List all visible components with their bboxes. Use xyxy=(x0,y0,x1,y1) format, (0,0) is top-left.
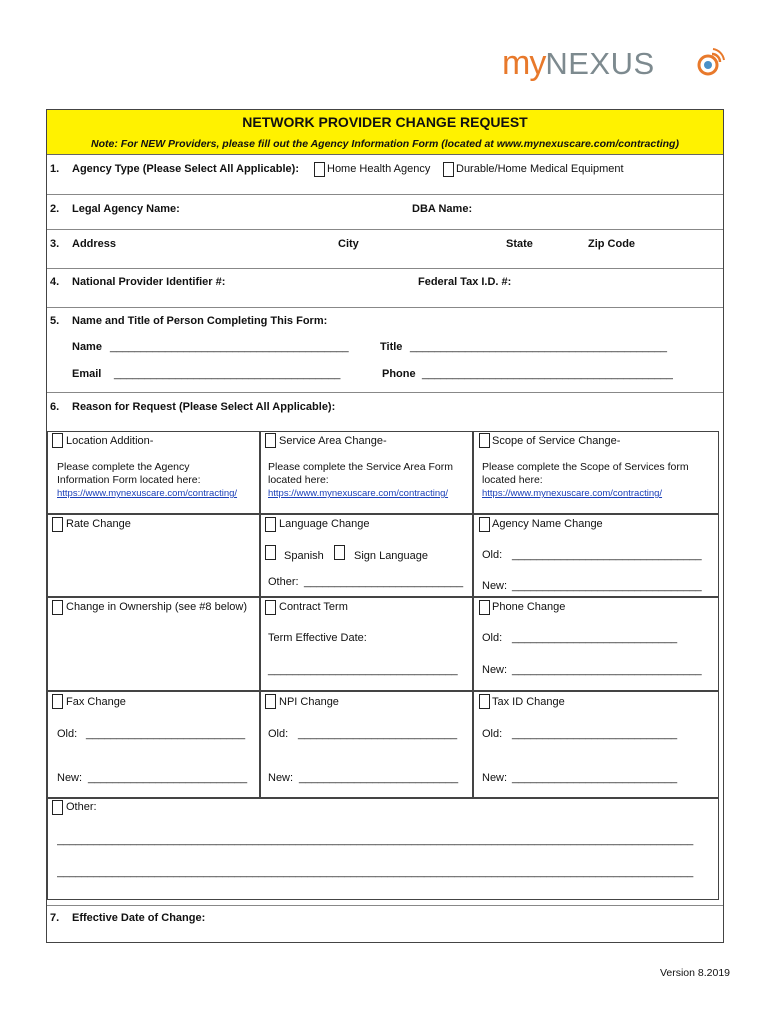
name-field[interactable]: _______________________________________ xyxy=(110,341,349,353)
legal-name-label: Legal Agency Name: xyxy=(72,203,180,215)
npi-new-label: New: xyxy=(268,772,294,784)
divider xyxy=(47,392,723,393)
other-line-2[interactable]: ________________________________________________________________________________________________________ xyxy=(57,866,694,878)
scope-desc1: Please complete the Scope of Services form xyxy=(482,461,689,473)
fax-label: Fax Change xyxy=(66,696,126,708)
location-checkbox[interactable] xyxy=(52,433,63,448)
phone-label: Phone xyxy=(382,368,416,380)
divider xyxy=(47,268,723,269)
agency-name-old-label: Old: xyxy=(482,549,503,561)
section-6-number: 6. xyxy=(50,401,60,413)
divider xyxy=(47,307,723,308)
phone-field[interactable]: _________________________________________ xyxy=(422,368,673,380)
form-note: Note: For NEW Providers, please fill out the Agency Information Form (located at www.mynexuscare.com/contracting) xyxy=(47,134,723,155)
logo-nexus-text: NEXUS xyxy=(545,46,655,81)
reason-label: Reason for Request (Please Select All Applicable): xyxy=(72,401,336,413)
home-health-checkbox[interactable] xyxy=(314,162,325,177)
service-area-desc2: located here: xyxy=(268,474,329,486)
person-completing-label: Name and Title of Person Completing This Form: xyxy=(72,315,328,327)
title-label: Title xyxy=(380,341,403,353)
form-title: NETWORK PROVIDER CHANGE REQUEST xyxy=(47,110,723,134)
email-label: Email xyxy=(72,368,102,380)
city-label: City xyxy=(338,238,359,250)
scope-desc2: located here: xyxy=(482,474,543,486)
fax-new-label: New: xyxy=(57,772,83,784)
title-field[interactable]: __________________________________________ xyxy=(410,341,667,353)
agency-name-new-field[interactable]: _______________________________ xyxy=(512,580,702,592)
fax-new-field[interactable]: __________________________ xyxy=(88,772,248,784)
npi-old-field[interactable]: __________________________ xyxy=(298,728,458,740)
phone-change-checkbox[interactable] xyxy=(479,600,490,615)
version-text: Version 8.2019 xyxy=(659,967,730,979)
email-field[interactable]: _____________________________________ xyxy=(114,368,341,380)
ownership-checkbox[interactable] xyxy=(52,600,63,615)
other-line-1[interactable]: ________________________________________________________________________________________________________ xyxy=(57,834,694,846)
dba-name-label: DBA Name: xyxy=(412,203,473,215)
taxid-old-field[interactable]: ___________________________ xyxy=(512,728,678,740)
phone-old-label: Old: xyxy=(482,632,503,644)
section-2-number: 2. xyxy=(50,203,60,215)
other-checkbox[interactable] xyxy=(52,800,63,815)
location-desc2: Information Form located here: xyxy=(57,474,201,486)
taxid-old-label: Old: xyxy=(482,728,503,740)
section-7-number: 7. xyxy=(50,912,60,924)
home-health-label: Home Health Agency xyxy=(327,163,431,175)
dme-checkbox[interactable] xyxy=(443,162,454,177)
location-label: Location Addition- xyxy=(66,435,154,447)
fax-old-label: Old: xyxy=(57,728,78,740)
scope-link[interactable]: https://www.mynexuscare.com/contracting/ xyxy=(482,488,663,499)
divider xyxy=(47,905,723,906)
spanish-checkbox[interactable] xyxy=(265,545,276,560)
address-label: Address xyxy=(72,238,117,250)
phone-old-field[interactable]: ___________________________ xyxy=(512,632,678,644)
section-1-number: 1. xyxy=(50,163,60,175)
divider xyxy=(47,194,723,195)
agency-name-label: Agency Name Change xyxy=(492,518,603,530)
section-3-number: 3. xyxy=(50,238,60,250)
name-label: Name xyxy=(72,341,102,353)
divider xyxy=(47,229,723,230)
service-area-desc1: Please complete the Service Area Form xyxy=(268,461,454,473)
location-desc1: Please complete the Agency xyxy=(57,461,190,473)
phone-new-label: New: xyxy=(482,664,508,676)
other-label: Other: xyxy=(66,801,97,813)
agency-name-old-field[interactable]: _______________________________ xyxy=(512,549,702,561)
fax-old-field[interactable]: __________________________ xyxy=(86,728,246,740)
logo-my-text: my xyxy=(502,44,546,82)
taxid-change-checkbox[interactable] xyxy=(479,694,490,709)
contract-checkbox[interactable] xyxy=(265,600,276,615)
section-4-number: 4. xyxy=(50,276,60,288)
other-cell xyxy=(47,798,719,900)
npi-change-label: NPI Change xyxy=(279,696,339,708)
scope-label: Scope of Service Change- xyxy=(492,435,621,447)
section-5-number: 5. xyxy=(50,315,60,327)
sign-language-label: Sign Language xyxy=(354,550,429,562)
language-other-field[interactable]: __________________________ xyxy=(304,576,464,588)
location-link[interactable]: https://www.mynexuscare.com/contracting/ xyxy=(57,488,238,499)
contract-label: Contract Term xyxy=(279,601,348,613)
taxid-change-label: Tax ID Change xyxy=(492,696,565,708)
ownership-label: Change in Ownership (see #8 below) xyxy=(66,601,247,613)
zip-label: Zip Code xyxy=(588,238,636,250)
term-date-field[interactable]: _______________________________ xyxy=(268,664,458,676)
mynexus-logo xyxy=(502,44,727,88)
tax-id-label: Federal Tax I.D. #: xyxy=(418,276,512,288)
taxid-new-label: New: xyxy=(482,772,508,784)
language-checkbox[interactable] xyxy=(265,517,276,532)
phone-change-label: Phone Change xyxy=(492,601,566,613)
language-other-label: Other: xyxy=(268,576,299,588)
sign-language-checkbox[interactable] xyxy=(334,545,345,560)
effective-date-label: Effective Date of Change: xyxy=(72,912,206,924)
fax-checkbox[interactable] xyxy=(52,694,63,709)
scope-checkbox[interactable] xyxy=(479,433,490,448)
agency-type-label: Agency Type (Please Select All Applicable): xyxy=(72,163,299,175)
service-area-checkbox[interactable] xyxy=(265,433,276,448)
state-label: State xyxy=(506,238,533,250)
service-area-link[interactable]: https://www.mynexuscare.com/contracting/ xyxy=(268,488,449,499)
rate-label: Rate Change xyxy=(66,518,131,530)
npi-label: National Provider Identifier #: xyxy=(72,276,226,288)
npi-new-field[interactable]: __________________________ xyxy=(299,772,459,784)
agency-name-new-label: New: xyxy=(482,580,508,592)
language-label: Language Change xyxy=(279,518,370,530)
target-signal-icon xyxy=(697,46,725,78)
taxid-new-field[interactable]: ___________________________ xyxy=(512,772,678,784)
rate-checkbox[interactable] xyxy=(52,517,63,532)
service-area-label: Service Area Change- xyxy=(279,435,387,447)
agency-name-checkbox[interactable] xyxy=(479,517,490,532)
spanish-label: Spanish xyxy=(284,550,324,562)
npi-change-checkbox[interactable] xyxy=(265,694,276,709)
phone-new-field[interactable]: _______________________________ xyxy=(512,664,702,676)
term-date-label: Term Effective Date: xyxy=(268,632,367,644)
dme-label: Durable/Home Medical Equipment xyxy=(456,163,624,175)
npi-old-label: Old: xyxy=(268,728,289,740)
